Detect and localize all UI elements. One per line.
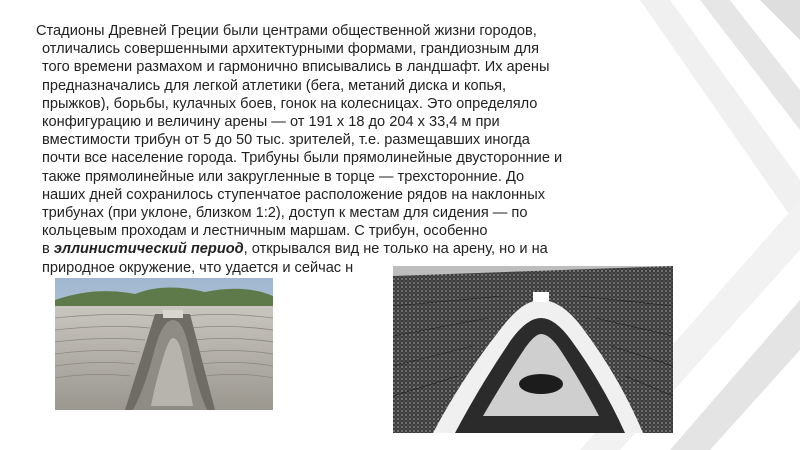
paragraph-line: кольцевым проходам и лестничным маршам. С трибун, особенно: [42, 223, 488, 240]
paragraph-line: вместимости трибун от 5 до 50 тыс. зрителей, т.е. размещавших иногда: [42, 132, 530, 149]
stadium-bw-photo: [393, 266, 673, 433]
highlight-term: эллинистический период: [53, 241, 244, 258]
paragraph-line: Стадионы Древней Греции были центрами общественной жизни городов,: [36, 23, 537, 39]
paragraph-line: также прямолинейные или закругленные в торце — трехсторонние. До: [42, 168, 525, 185]
line-suffix: , открывался вид не только на арену, но и на: [243, 241, 548, 258]
paragraph-line: трибунах (при уклоне, близком 1:2), доступ к местам для сидения — по: [42, 205, 528, 222]
line-prefix: в: [42, 241, 54, 258]
paragraph-line-highlight: [42, 240, 634, 258]
paragraph-line: почти все население города. Трибуны были прямолинейные двусторонние и: [42, 150, 563, 167]
paragraph-line: наших дней сохранилось ступенчатое расположение рядов на наклонных: [42, 186, 545, 203]
paragraph-line: отличались совершенными архитектурными формами, грандиозным для: [42, 41, 540, 58]
paragraph-line: предназначались для легкой атлетики (бега, метаний диска и копья,: [42, 77, 507, 94]
slide-paragraph: [36, 22, 634, 277]
paragraph-line: конфигурацию и величину арены — от 191 х 18 до 204 х 33,4 м при: [42, 114, 500, 131]
stadium-color-photo: [55, 278, 273, 410]
paragraph-line: прыжков), борьбы, кулачных боев, гонок на колесницах. Это определяло: [42, 95, 538, 112]
paragraph-line: того времени размахом и гармонично вписывались в ландшафт. Их арены: [42, 59, 550, 76]
paragraph-line-trailing: природное окружение, что удается и сейчас н: [42, 259, 354, 276]
